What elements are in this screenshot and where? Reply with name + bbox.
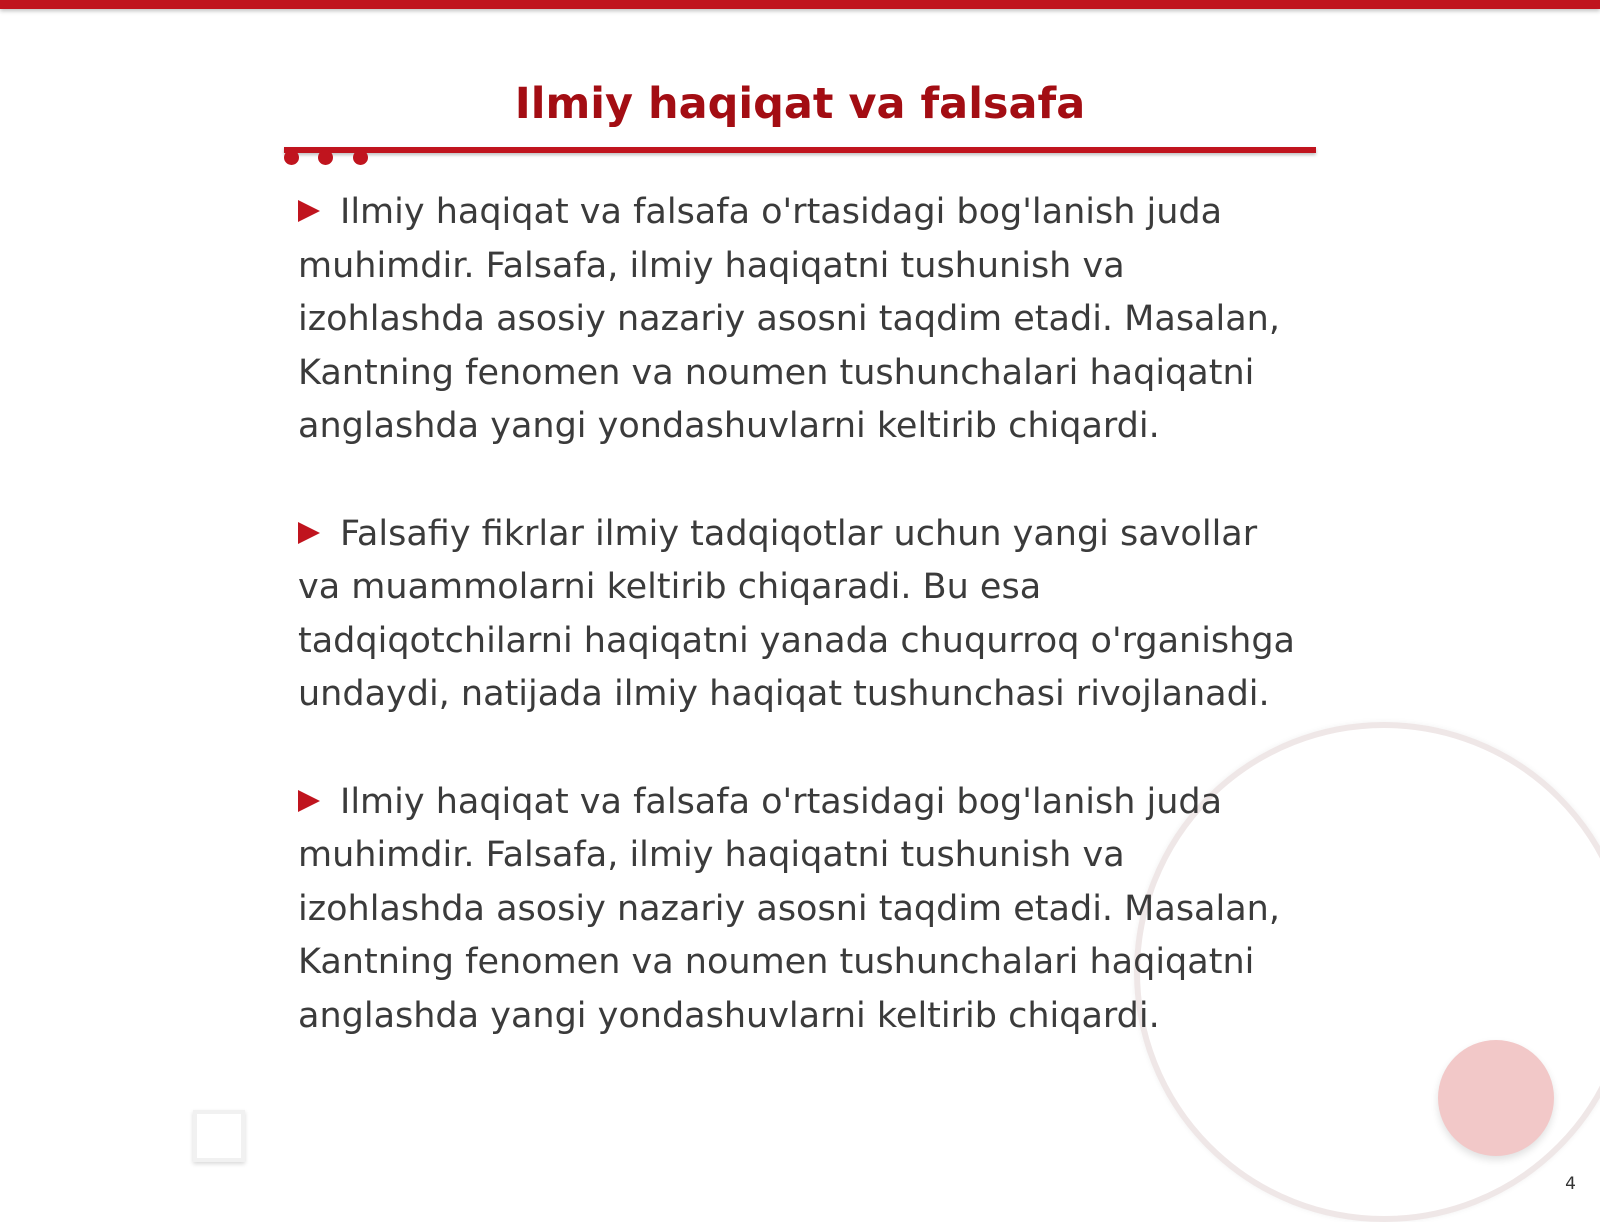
bullet-item: [298, 776, 1310, 1044]
underline-dot: [318, 150, 333, 165]
bullet-text: Falsafiy fikrlar ilmiy tadqiqotlar uchun yangi savollar va muammolarni keltirib chiqaradi. Bu esa tadqiqotchilarni haqiqatni yanada chuqurroq o'rganishga undaydi, natijada ilmiy haqiqat tushunchasi rivojlanadi.: [298, 513, 1296, 714]
bullet-item: [298, 508, 1310, 722]
decorative-circle: [1438, 1040, 1554, 1156]
bullet-arrow-icon: [298, 790, 320, 812]
page-number: 4: [1565, 1174, 1576, 1194]
title-underline: [284, 147, 1316, 153]
bullet-text: Ilmiy haqiqat va falsafa o'rtasidagi bog'lanish juda muhimdir. Falsafa, ilmiy haqiqatni tushunish va izohlashda asosiy nazariy asosni taqdim etadi. Masalan, Kantning fenomen va noumen tushunchalari haqiqatni anglashda yangi yondashuvlarni keltirib chiqardi.: [298, 192, 1280, 446]
slide-title: Ilmiy haqiqat va falsafa: [514, 79, 1086, 129]
bullet-arrow-icon: [298, 200, 320, 222]
bullet-item: [298, 186, 1310, 454]
underline-dot: [284, 150, 299, 165]
bullet-text: Ilmiy haqiqat va falsafa o'rtasidagi bog'lanish juda muhimdir. Falsafa, ilmiy haqiqatni tushunish va izohlashda asosiy nazariy asosni taqdim etadi. Masalan, Kantning fenomen va noumen tushunchalari haqiqatni anglashda yangi yondashuvlarni keltirib chiqardi.: [298, 781, 1280, 1036]
underline-dot: [353, 150, 368, 165]
top-accent-bar: [0, 0, 1600, 9]
decorative-square: [193, 1110, 245, 1162]
bullet-arrow-icon: [298, 522, 320, 544]
bullet-list: [298, 186, 1310, 1097]
